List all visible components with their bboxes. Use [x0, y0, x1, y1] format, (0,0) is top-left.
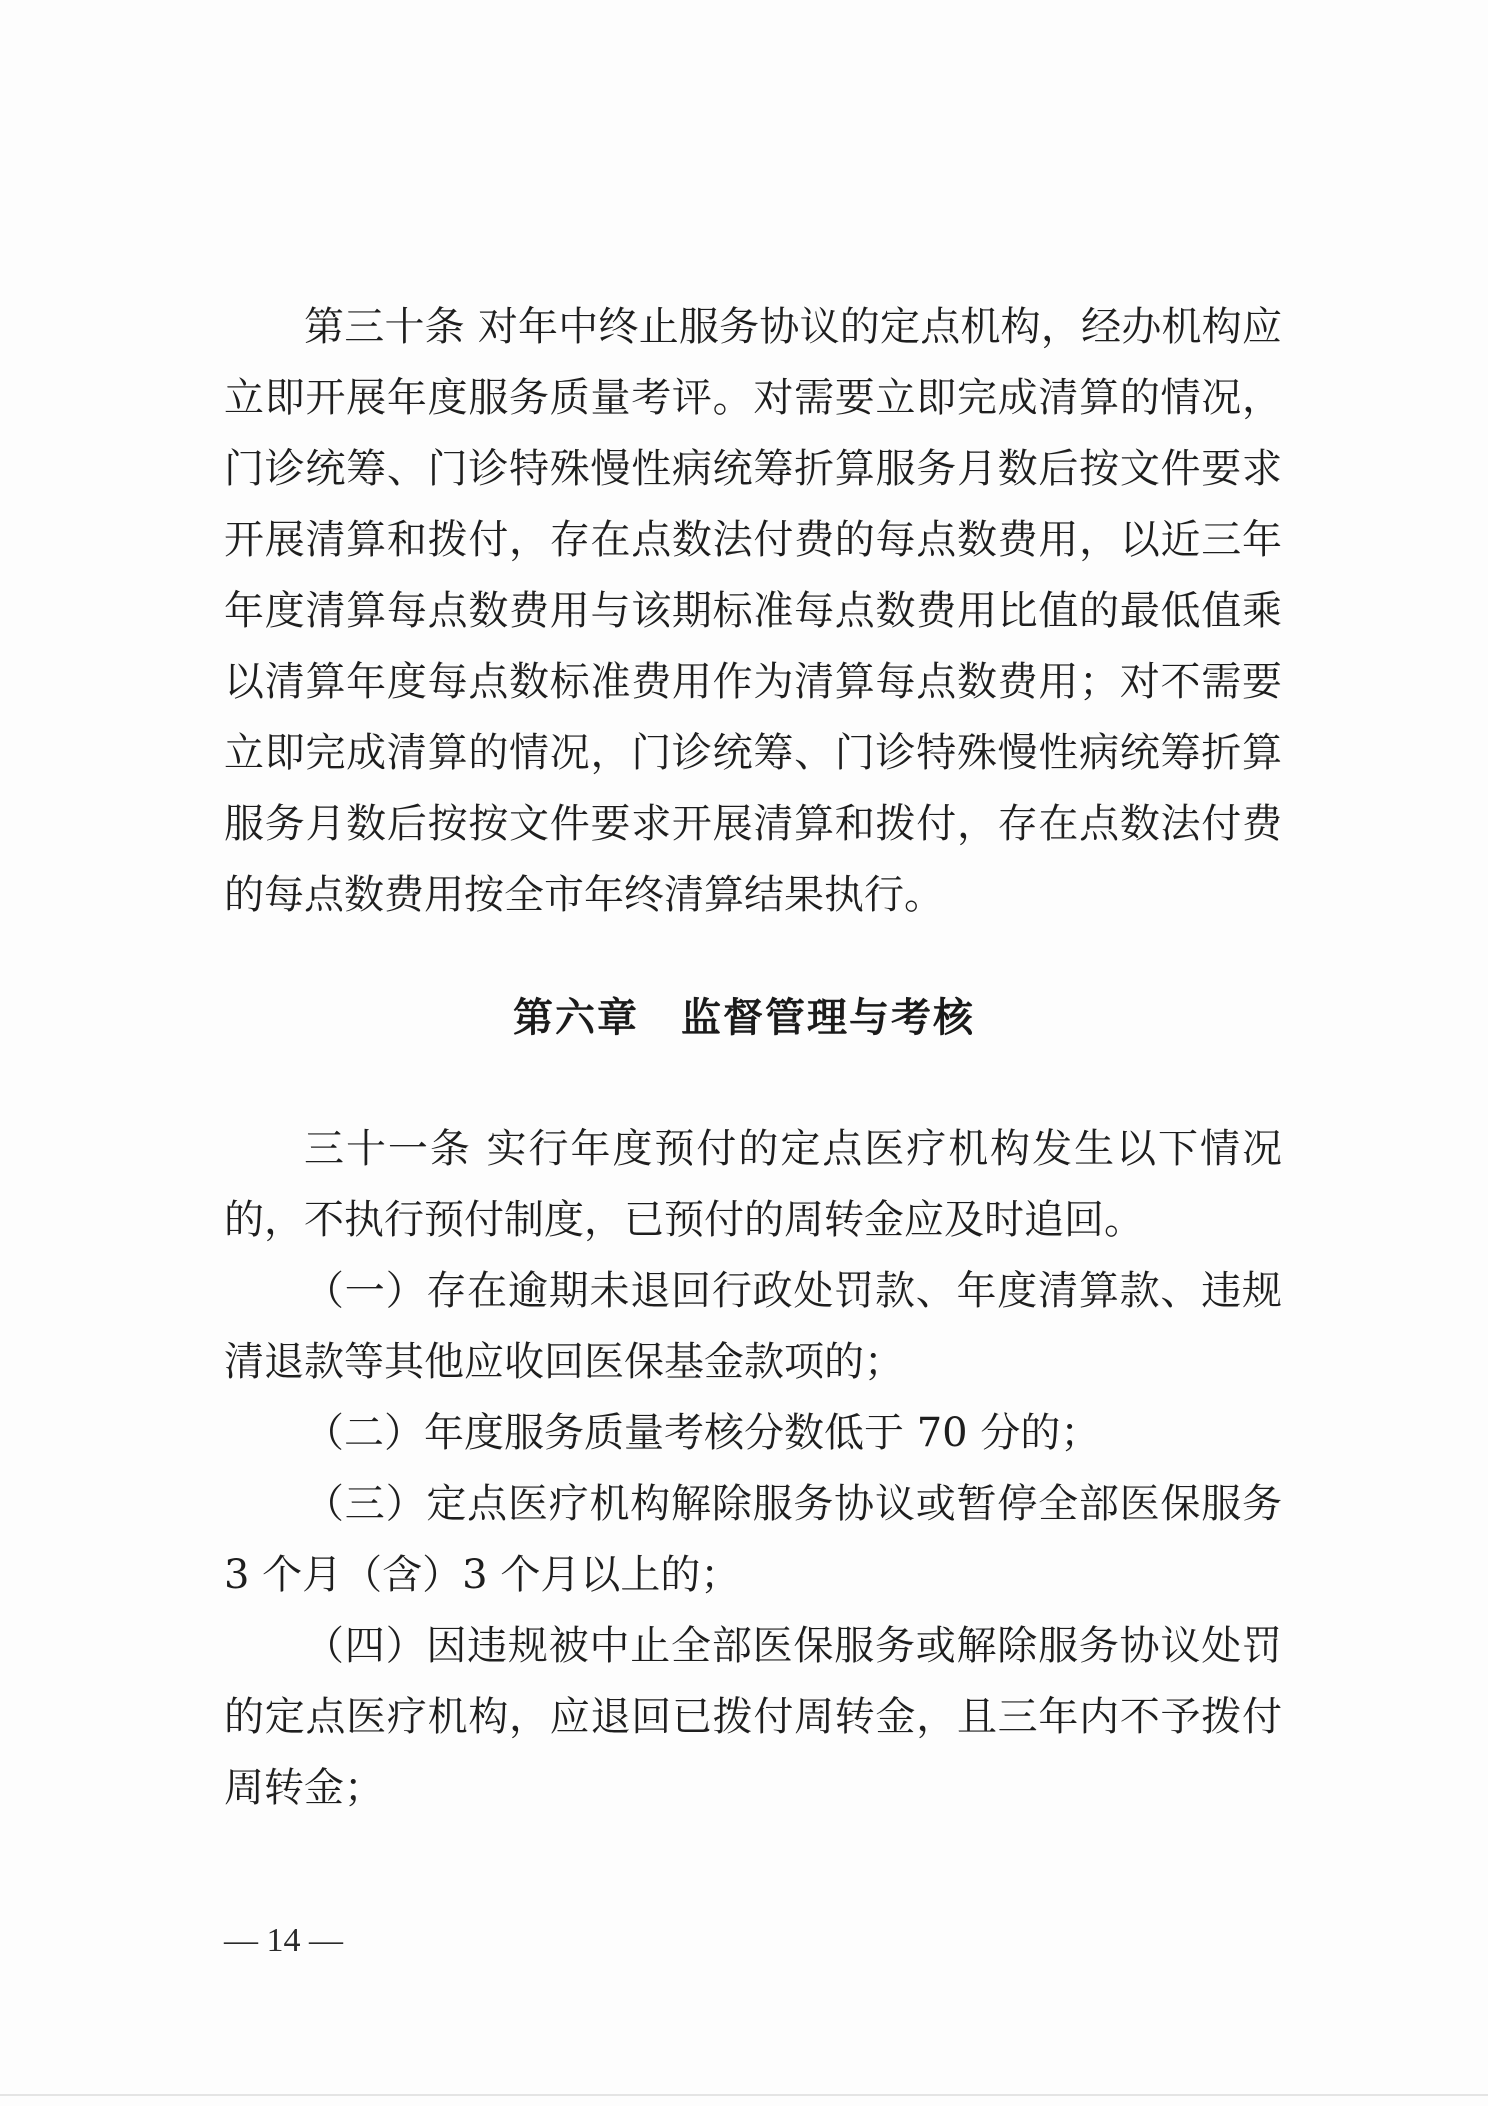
article-31-item-1: （一）存在逾期未退回行政处罚款、年度清算款、违规清退款等其他应收回医保基金款项的； — [224, 1268, 1282, 1385]
article-30-paragraph: 第三十条 对年中终止服务协议的定点机构，经办机构应立即开展年度服务质量考评。对需要立即完成清算的情况，门诊统筹、门诊特殊慢性病统筹折算服务月数后按文件要求开展清算和拨付，存在点数法付费的每点数费用，以近三年年度清算每点数费用与该期标准每点数费用比值的最低值乘以清算年度每点数标准费用作为清算每点数费用；对不需要立即完成清算的情况，门诊统筹、门诊特殊慢性病统筹折算服务月数后按按文件要求开展清算和拨付，存在点数法付费的每点数费用按全市年终清算结果执行。 — [224, 304, 1282, 918]
article-31 — [224, 1114, 1295, 1824]
article-31-item-3: （三）定点医疗机构解除服务协议或暂停全部医保服务 3 个月（含）3 个月以上的； — [224, 1481, 1295, 1598]
article-31-intro: 三十一条 实行年度预付的定点医疗机构发生以下情况的，不执行预付制度，已预付的周转金应及时追回。 — [224, 1126, 1282, 1243]
article-31-item-2: （二）年度服务质量考核分数低于 70 分的； — [304, 1410, 1101, 1456]
page-number: — 14 — — [224, 1922, 343, 1959]
article-31-item-4: （四）因违规被中止全部医保服务或解除服务协议处罚的定点医疗机构，应退回已拨付周转金，且三年内不予拨付周转金； — [224, 1623, 1282, 1811]
article-30 — [224, 292, 1282, 931]
chapter-heading: 第六章 监督管理与考核 — [513, 995, 975, 1041]
scan-edge-line — [0, 2094, 1488, 2096]
